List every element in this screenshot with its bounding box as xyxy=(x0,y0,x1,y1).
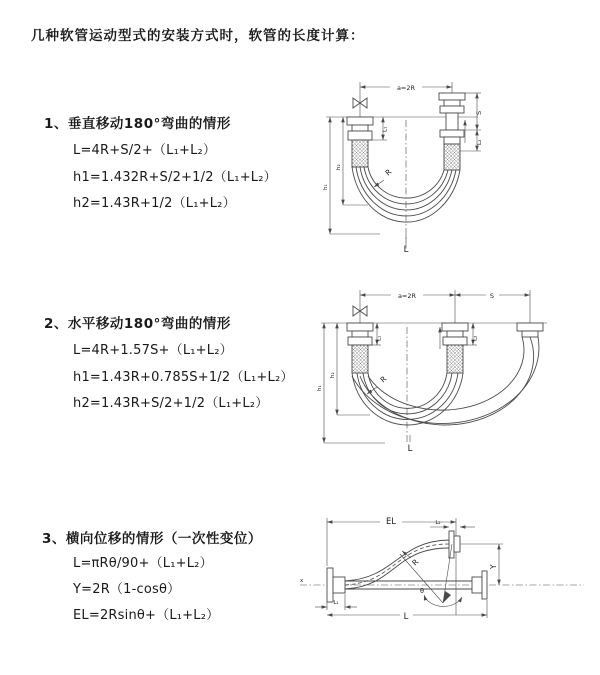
section-3-heading xyxy=(42,527,262,547)
d1-left-braid xyxy=(352,140,368,167)
d3-dimensions xyxy=(315,514,499,622)
d1-valve-icon xyxy=(353,98,360,108)
section-3-formula-L: L=πRθ/90+（L₁+L₂） xyxy=(73,556,213,571)
diagram-horizontal-180-bend xyxy=(315,283,565,455)
d2-dimensions xyxy=(317,291,530,455)
section-1-heading xyxy=(44,112,231,132)
page-title: 几种软管运动型式的安装方式时，软管的长度计算： xyxy=(31,28,365,44)
d1-radius-label: R xyxy=(383,167,394,178)
section-3-heading-text: 横向位移的情形（一次性变位） xyxy=(65,531,262,547)
section-2-formula-h1: h1=1.43R+0.785S+1/2（L₁+L₂） xyxy=(73,370,294,385)
d3-dim-l2-label: L₂ xyxy=(435,520,441,526)
d2-dim-h1-label: h₁ xyxy=(317,385,323,391)
d3-reference-lines xyxy=(300,518,584,615)
section-3-formula-Y: Y=2R（1-cosθ） xyxy=(73,582,181,597)
diagram-lateral-displacement xyxy=(296,500,588,658)
d1-dim-a-label: a=2R xyxy=(396,84,416,92)
section-1-formula-L: L=4R+S/2+（L₁+L₂） xyxy=(73,143,217,158)
d3-axis-mark: x xyxy=(300,578,304,584)
section-1-formula-h1: h1=1.432R+S/2+1/2（L₁+L₂） xyxy=(73,170,277,185)
d3-angle-vertex xyxy=(443,591,451,603)
d2-left-braid xyxy=(352,345,368,373)
d2-dim-s-label: S xyxy=(489,292,495,300)
d2-length-label: L xyxy=(407,444,413,454)
section-3-formula-EL: EL=2Rsinθ+（L₁+L₂） xyxy=(73,608,220,623)
section-2-formula-h2: h2=1.43R+S/2+1/2（L₁+L₂） xyxy=(73,396,269,411)
diagram-vertical-180-bend xyxy=(318,72,508,257)
d3-angle-label: θ xyxy=(420,587,424,595)
d2-center-fitting xyxy=(442,323,468,373)
d2-radius-label: R xyxy=(378,374,389,385)
section-1-formula-h2: h2=1.43R+1/2（L₁+L₂） xyxy=(73,196,236,211)
d1-right-fitting xyxy=(439,93,465,170)
d3-right-flange xyxy=(472,571,487,599)
d1-right-braid xyxy=(444,144,460,170)
d1-dim-s-label: S xyxy=(475,110,483,115)
d3-radius-label: R xyxy=(410,557,421,568)
d1-length-label: L xyxy=(403,245,409,255)
d1-left-fitting xyxy=(347,117,373,167)
d1-dim-l2-label: L₂ xyxy=(477,139,483,145)
d3-dim-el-label: EL xyxy=(385,517,397,527)
section-3-number: 3、 xyxy=(42,531,66,547)
d2-center-braid xyxy=(447,345,463,373)
d3-left-flange xyxy=(327,568,345,602)
d2-dim-a-label: a=2R xyxy=(397,292,417,300)
d2-left-fitting xyxy=(347,323,373,373)
d2-dim-l1-label: L₁ xyxy=(376,335,383,341)
d3-dim-l1-label: L₁ xyxy=(333,600,339,606)
section-2-heading-text: 水平移动180°弯曲的情形 xyxy=(67,316,231,332)
d1-dim-h1-label: h₁ xyxy=(323,184,329,190)
d3-length-label: L xyxy=(403,612,409,622)
section-2-number: 2、 xyxy=(44,316,68,332)
section-1-number: 1、 xyxy=(44,116,68,132)
d2-right-fitting xyxy=(517,323,543,337)
d3-radius-line xyxy=(400,554,443,603)
section-2-formula-L: L=4R+1.57S+（L₁+L₂） xyxy=(73,343,233,358)
d3-dim-y-label: Y xyxy=(489,564,498,569)
d2-dim-l2-label: L₂ xyxy=(472,335,479,341)
d2-dim-h2-label: h₂ xyxy=(330,372,336,378)
section-1-heading-text: 垂直移动180°弯曲的情形 xyxy=(67,116,231,132)
d1-dim-h2-label: h₂ xyxy=(336,164,342,170)
d1-dim-l1-label: L₁ xyxy=(382,126,389,132)
d2-valve-icon xyxy=(353,306,360,316)
section-2-heading xyxy=(44,312,231,332)
